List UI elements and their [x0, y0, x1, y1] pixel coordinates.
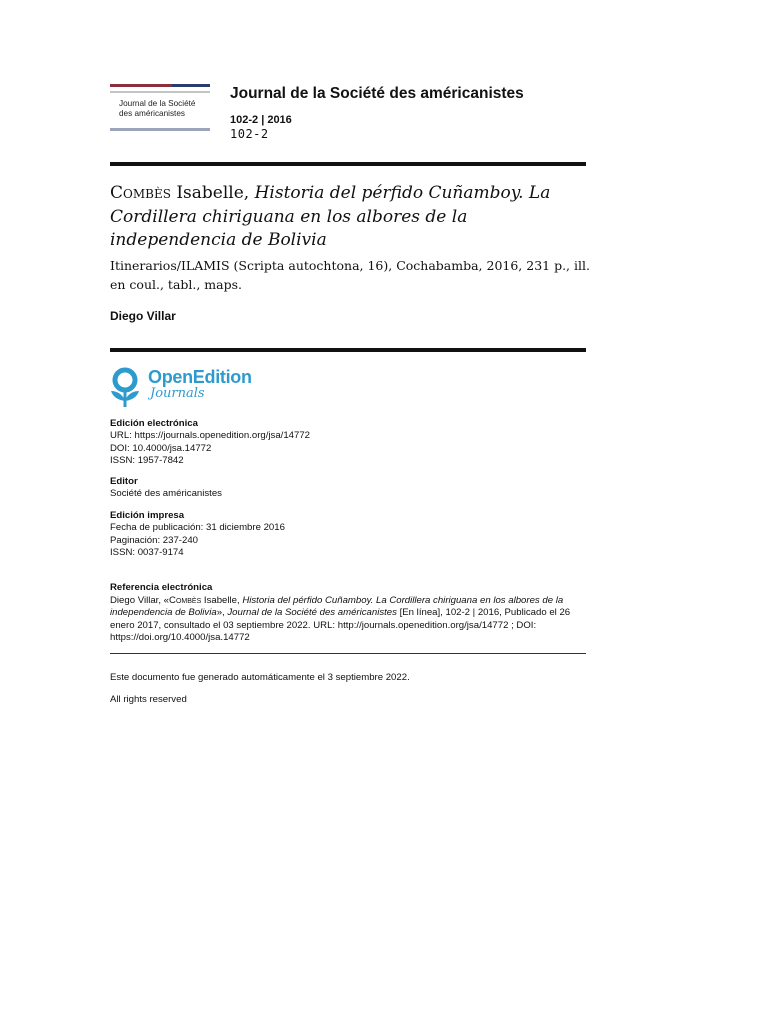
logo-gray-bar: [110, 91, 210, 93]
citation-part: »,: [216, 607, 228, 619]
journal-logo: [110, 84, 210, 132]
openedition-logo[interactable]: [108, 367, 268, 409]
editor-section: [110, 476, 586, 501]
issue-number: 102-2: [230, 127, 269, 141]
print-edition-date: Fecha de publicación: 31 diciembre 2016: [110, 522, 285, 534]
citation-part: [En línea], 102-2 | 2016, Publicado el 26 enero 2017, consultado el 03 septiembre 2022. URL: http://journals.openedition.org/jsa/14772 ; DOI: https://doi.org/10.4000/jsa.14772: [110, 607, 571, 643]
electronic-edition-url[interactable]: URL: https://journals.openedition.org/jsa/14772: [110, 430, 310, 442]
electronic-edition-issn: ISSN: 1957-7842: [110, 454, 184, 466]
electronic-edition-heading: Edición electrónica: [110, 418, 198, 429]
reviewed-author-surname: Combès: [110, 183, 171, 203]
print-edition-heading: Edición impresa: [110, 510, 185, 521]
review-title: [110, 182, 586, 253]
electronic-edition-doi[interactable]: DOI: 10.4000/jsa.14772: [110, 442, 212, 454]
logo-red-bar: [110, 84, 172, 87]
print-edition-issn: ISSN: 0037-9174: [110, 546, 184, 558]
reference-citation: [110, 595, 586, 644]
generated-note: Este documento fue generado automáticamente el 3 septiembre 2022.: [110, 672, 410, 683]
reviewer-name: Diego Villar: [110, 309, 176, 323]
editor-name: Société des américanistes: [110, 488, 222, 500]
citation-author-caps: Combès: [169, 595, 202, 606]
reviewed-author-first: Isabelle,: [176, 183, 250, 203]
reviewed-book-title: Historia del pérfido Cuñamboy. La Cordillera chiriguana en los albores de la independencia de Bolivia: [110, 183, 551, 250]
print-edition-section: [110, 510, 586, 559]
issue-year: 102-2 | 2016: [230, 114, 292, 126]
reference-heading-wrap: [110, 582, 586, 594]
reference-heading: Referencia electrónica: [110, 582, 213, 593]
editor-heading: Editor: [110, 476, 138, 487]
top-divider: [110, 162, 586, 166]
bottom-divider: [110, 653, 586, 654]
journal-title: Journal de la Société des américanistes: [230, 85, 524, 102]
electronic-edition-section: [110, 418, 586, 467]
openedition-name: OpenEdition: [148, 367, 252, 387]
rights-note: All rights reserved: [110, 694, 187, 705]
middle-divider: [110, 348, 586, 352]
logo-blue-bar: [172, 84, 210, 87]
logo-journal-name: Journal de la Société des américanistes: [119, 99, 196, 118]
openedition-sub: Journals: [150, 386, 205, 401]
citation-part: Diego Villar, «: [110, 595, 170, 606]
logo-bottom-bar: [110, 128, 210, 131]
citation-journal: Journal de la Société des américanistes: [227, 607, 397, 619]
book-details: Itinerarios/ILAMIS (Scripta autochtona, 16), Cochabamba, 2016, 231 p., ill. en coul., tabl., maps.: [110, 258, 590, 292]
citation-title: Historia del pérfido Cuñamboy. La Cordillera chiriguana en los albores de la independencia de Bolivia: [110, 595, 564, 619]
citation-part: Isabelle,: [201, 595, 243, 606]
print-edition-pages: Paginación: 237-240: [110, 534, 199, 546]
openedition-flower-icon: [108, 367, 144, 409]
